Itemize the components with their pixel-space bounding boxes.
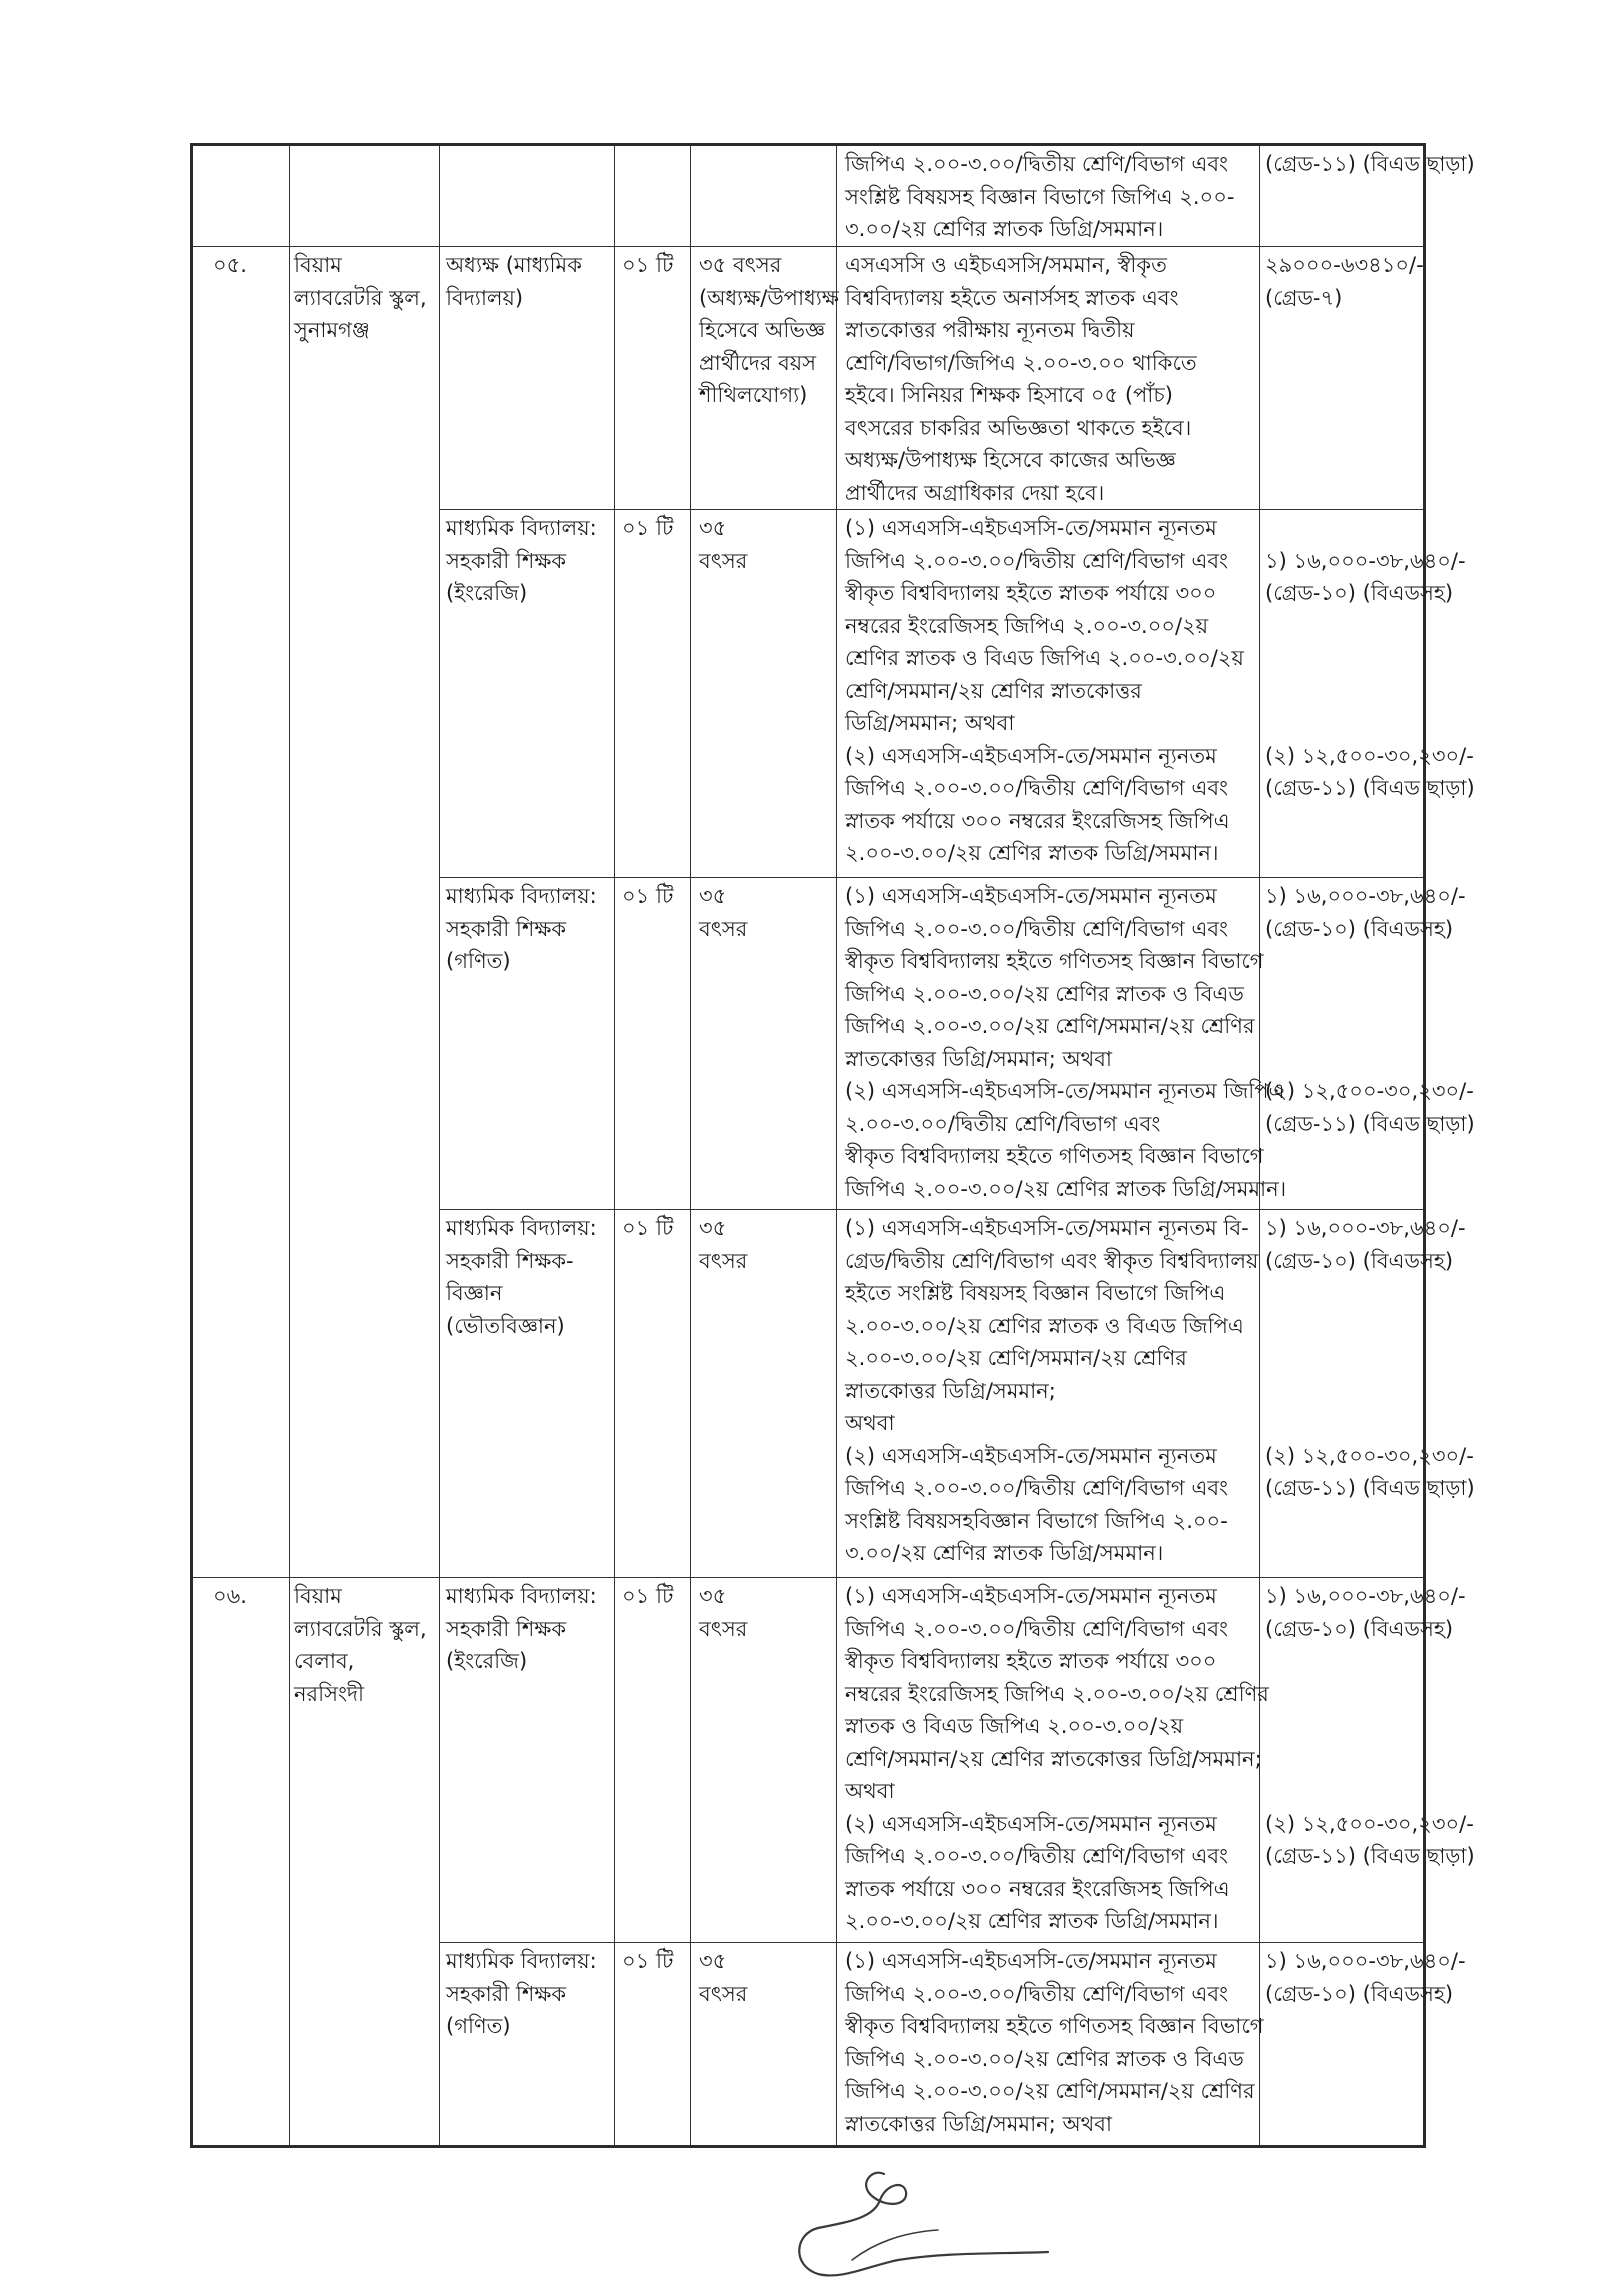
post-name-line: মাধ্যমিক বিদ্যালয়: (446, 516, 597, 540)
qualification-line: অধ্যক্ষ/উপাধ্যক্ষ হিসেবে কাজের অভিজ্ঞ (845, 448, 1176, 472)
age-limit-cell (691, 510, 837, 878)
qualification-line: সংশ্লিষ্ট বিষয়সহবিজ্ঞান বিভাগে জিপিএ ২.০০- (845, 1508, 1228, 1533)
qualification-line: জিপিএ ২.০০-৩.০০/দ্বিতীয় শ্রেণি/বিভাগ এবং (845, 1616, 1229, 1641)
qualification-line: গ্রেড/দ্বিতীয় শ্রেণি/বিভাগ এবং স্বীকৃত বিশ্ববিদ্যালয় (845, 1248, 1259, 1273)
age-limit-line: ৩৫ (699, 1216, 727, 1240)
age-limit-line: বৎসর (699, 1981, 748, 2006)
pay-option (1265, 1212, 1466, 1440)
pay-scale-cell (1260, 1210, 1475, 1578)
pay-line: ১) ১৬,০০০-৩৮,৬৪০/- (1265, 1949, 1466, 1973)
serial-cell (192, 1578, 290, 2147)
qualification-line: শ্রেণি/সমমান/২য় শ্রেণির স্নাতকোত্তর (845, 678, 1142, 703)
qualification-option (845, 512, 1257, 740)
qualification-line: ২.০০-৩.০০/২য় শ্রেণির স্নাতক ডিগ্রি/সমমান। (845, 841, 1219, 865)
vacancy-table-body (192, 145, 1475, 2147)
table-row (192, 145, 1425, 247)
qualification-line: বিশ্ববিদ্যালয় হইতে অনার্সসহ স্নাতক এবং (845, 285, 1179, 310)
institution-line: বেলাব, (294, 1649, 355, 1673)
qualification-line: জিপিএ ২.০০-৩.০০/দ্বিতীয় শ্রেণি/বিভাগ এবং (845, 776, 1229, 800)
pay-option (1265, 880, 1466, 1075)
age-limit-line: ৩৫ (699, 1584, 727, 1608)
institution-line: বিয়াম (294, 253, 342, 277)
pay-option (1265, 1580, 1466, 1808)
post-count: ০১ টি (622, 1584, 674, 1608)
post-count: ০১ টি (622, 516, 674, 540)
qualification-line: শ্রেণি/বিভাগ/জিপিএ ২.০০-৩.০০ থাকিতে (845, 350, 1197, 375)
serial-cell (192, 247, 290, 1578)
post-count: ০১ টি (622, 253, 674, 277)
pay-option (1265, 1945, 1466, 2140)
post-name-cell (440, 247, 615, 510)
qualification-line: স্বীকৃত বিশ্ববিদ্যালয় হইতে গণিতসহ বিজ্ঞান বিভাগে (845, 1144, 1264, 1168)
post-name-cell (440, 1578, 615, 1943)
pay-line: (২) ১২,৫০০-৩০,২৩০/- (1265, 743, 1474, 768)
post-name-line: মাধ্যমিক বিদ্যালয়: (446, 1584, 597, 1608)
qualification-option (845, 148, 1257, 246)
age-limit-cell (691, 145, 837, 247)
pay-line: (গ্রেড-১১) (বিএড ছাড়া) (1265, 1476, 1475, 1500)
age-limit-line: বৎসর (699, 1616, 748, 1641)
pay-line: (গ্রেড-১০) (বিএডসহ) (1265, 1248, 1454, 1273)
qualification-line: জিপিএ ২.০০-৩.০০/দ্বিতীয় শ্রেণি/বিভাগ এবং (845, 1844, 1229, 1868)
age-limit-line: হিসেবে অভিজ্ঞ (699, 318, 826, 342)
age-limit-line: শীথিলযোগ্য) (699, 383, 808, 407)
post-name-line: অধ্যক্ষ (মাধ্যমিক (446, 253, 582, 277)
qualification-line: ২.০০-৩.০০/২য় শ্রেণি/সমমান/২য় শ্রেণির (845, 1346, 1187, 1370)
qualification-line: সংশ্লিষ্ট বিষয়সহ বিজ্ঞান বিভাগে জিপিএ ২.০০- (845, 184, 1235, 209)
post-name-line: (ভৌতবিজ্ঞান) (446, 1313, 565, 1338)
qualification-line: জিপিএ ২.০০-৩.০০/দ্বিতীয় শ্রেণি/বিভাগ এবং (845, 548, 1229, 573)
qualification-line: নম্বরের ইংরেজিসহ জিপিএ ২.০০-৩.০০/২য় শ্রেণির (845, 1681, 1269, 1706)
pay-line: (গ্রেড-১১) (বিএড ছাড়া) (1265, 776, 1475, 800)
serial-number: ০৫. (213, 253, 247, 277)
qualification-cell (837, 145, 1260, 247)
pay-line: (২) ১২,৫০০-৩০,২৩০/- (1265, 1079, 1474, 1103)
qualification-line: হইতে সংশ্লিষ্ট বিষয়সহ বিজ্ঞান বিভাগে জিপিএ (845, 1281, 1226, 1305)
qualification-line: জিপিএ ২.০০-৩.০০/২য় শ্রেণির স্নাতক ও বিএড (845, 2046, 1244, 2071)
qualification-line: ৩.০০/২য় শ্রেণির স্নাতক ডিগ্রি/সমমান। (845, 1541, 1164, 1565)
qualification-line: স্নাতক পর্যায়ে ৩০০ নম্বরের ইংরেজিসহ জিপিএ (845, 1876, 1230, 1901)
post-count: ০১ টি (622, 1216, 674, 1240)
post-name-line: মাধ্যমিক বিদ্যালয়: (446, 1949, 597, 1973)
post-name-line: (ইংরেজি) (446, 581, 528, 605)
qualification-line: ৩.০০/২য় শ্রেণির স্নাতক ডিগ্রি/সমমান। (845, 217, 1164, 241)
age-limit-line: (অধ্যক্ষ/উপাধ্যক্ষ (699, 285, 839, 310)
vacancy-table (190, 143, 1475, 2148)
qualification-cell (837, 1943, 1264, 2147)
post-count-cell (615, 510, 691, 878)
pay-scale-cell (1260, 1578, 1475, 1943)
qualification-line: (২) এসএসসি-এইচএসসি-তে/সমমান ন্যূনতম (845, 1811, 1217, 1836)
qualification-line: ২.০০-৩.০০/২য় শ্রেণির স্নাতক ও বিএড জিপিএ (845, 1313, 1244, 1338)
post-name-line: সহকারী শিক্ষক (446, 1616, 567, 1641)
pay-option (1265, 249, 1424, 509)
post-name-cell (440, 1943, 615, 2147)
age-limit-line: ৩৫ (699, 1949, 727, 1973)
post-count-cell (615, 1943, 691, 2147)
pay-scale-cell (1260, 1943, 1466, 2147)
age-limit-cell (691, 1578, 837, 1943)
pay-option (1265, 1808, 1475, 1938)
qualification-line: নম্বরের ইংরেজিসহ জিপিএ ২.০০-৩.০০/২য় (845, 613, 1209, 638)
qualification-line: স্নাতকোত্তর ডিগ্রি/সমমান; অথবা (845, 2111, 1113, 2136)
qualification-line: ডিগ্রি/সমমান; অথবা (845, 711, 1015, 735)
post-count-cell (615, 247, 691, 510)
institution-line: নরসিংদী (294, 1681, 365, 1706)
age-limit-cell (691, 878, 837, 1210)
qualification-line: স্বীকৃত বিশ্ববিদ্যালয় হইতে গণিতসহ বিজ্ঞান বিভাগে (845, 2014, 1264, 2038)
qualification-line: স্বীকৃত বিশ্ববিদ্যালয় হইতে স্নাতক পর্যায়ে ৩০০ (845, 1649, 1217, 1673)
post-count: ০১ টি (622, 1949, 674, 1973)
institution-cell (290, 145, 440, 247)
qualification-cell (837, 1578, 1269, 1943)
qualification-line: জিপিএ ২.০০-৩.০০/২য় শ্রেণি/সমমান/২য় শ্রেণির (845, 1014, 1255, 1038)
qualification-line: জিপিএ ২.০০-৩.০০/২য় শ্রেণির স্নাতক ডিগ্রি/সমমান। (845, 1176, 1287, 1201)
qualification-line: (২) এসএসসি-এইচএসসি-তে/সমমান ন্যূনতম (845, 743, 1217, 768)
qualification-line: স্বীকৃত বিশ্ববিদ্যালয় হইতে গণিতসহ বিজ্ঞান বিভাগে (845, 949, 1264, 973)
post-count-cell (615, 145, 691, 247)
qualification-cell (837, 1210, 1260, 1578)
age-limit-line: ৩৫ বৎসর (699, 253, 782, 277)
pay-line: (২) ১২,৫০০-৩০,২৩০/- (1265, 1811, 1474, 1836)
post-name-cell (440, 145, 615, 247)
qualification-cell (837, 247, 1260, 510)
pay-scale-cell (1260, 247, 1425, 510)
qualification-line: (১) এসএসসি-এইচএসসি-তে/সমমান ন্যূনতম (845, 884, 1217, 908)
pay-line: (গ্রেড-১০) (বিএডসহ) (1265, 581, 1454, 605)
post-count-cell (615, 878, 691, 1210)
pay-line: ১) ১৬,০০০-৩৮,৬৪০/- (1265, 1584, 1466, 1608)
age-limit-line: বৎসর (699, 916, 748, 941)
qualification-line: প্রার্থীদের অগ্রাধিকার দেয়া হবে। (845, 480, 1105, 505)
qualification-line: স্নাতক ও বিএড জিপিএ ২.০০-৩.০০/২য় (845, 1714, 1184, 1738)
qualification-line: জিপিএ ২.০০-৩.০০/দ্বিতীয় শ্রেণি/বিভাগ এবং (845, 1981, 1229, 2006)
qualification-line: ২.০০-৩.০০/২য় শ্রেণির স্নাতক ডিগ্রি/সমমান। (845, 1909, 1219, 1933)
pay-scale-cell (1260, 878, 1475, 1210)
qualification-option (845, 1808, 1257, 1938)
post-name-cell (440, 510, 615, 878)
pay-line: (গ্রেড-১০) (বিএডসহ) (1265, 1981, 1454, 2006)
qualification-line: স্বীকৃত বিশ্ববিদ্যালয় হইতে স্নাতক পর্যায়ে ৩০০ (845, 581, 1217, 605)
institution-line: বিয়াম (294, 1584, 342, 1608)
qualification-line: স্নাতক পর্যায়ে ৩০০ নম্বরের ইংরেজিসহ জিপিএ (845, 808, 1230, 833)
institution-line: সুনামগঞ্জ (294, 318, 370, 342)
qualification-line: (২) এসএসসি-এইচএসসি-তে/সমমান ন্যূনতম (845, 1443, 1217, 1468)
post-name-line: সহকারী শিক্ষক (446, 1981, 567, 2006)
qualification-line: শ্রেণির স্নাতক ও বিএড জিপিএ ২.০০-৩.০০/২য় (845, 646, 1244, 670)
qualification-line: স্নাতকোত্তর পরীক্ষায় ন্যূনতম দ্বিতীয় (845, 318, 1135, 342)
age-limit-cell (691, 1210, 837, 1578)
pay-line: ১) ১৬,০০০-৩৮,৬৪০/- (1265, 1216, 1466, 1240)
pay-scale-cell (1260, 145, 1475, 247)
post-name-cell (440, 878, 615, 1210)
age-limit-line: ৩৫ (699, 884, 727, 908)
qualification-line: জিপিএ ২.০০-৩.০০/দ্বিতীয় শ্রেণি/বিভাগ এবং (845, 916, 1229, 941)
post-name-line: মাধ্যমিক বিদ্যালয়: (446, 1216, 597, 1240)
pay-line: ২৯০০০-৬৩৪১০/- (1265, 253, 1424, 277)
qualification-line: (১) এসএসসি-এইচএসসি-তে/সমমান ন্যূনতম বি- (845, 1216, 1249, 1240)
post-name-line: (গণিত) (446, 2014, 511, 2038)
qualification-line: (১) এসএসসি-এইচএসসি-তে/সমমান ন্যূনতম (845, 516, 1217, 540)
table-row (192, 1578, 1425, 1943)
pay-option (1265, 1075, 1475, 1205)
post-name-line: (ইংরেজি) (446, 1649, 528, 1673)
post-name-line: বিদ্যালয়) (446, 285, 524, 310)
qualification-line: স্নাতকোত্তর ডিগ্রি/সমমান; অথবা (845, 1046, 1113, 1071)
qualification-option (845, 880, 1264, 1075)
qualification-option (845, 1075, 1287, 1205)
pay-option (1265, 1440, 1475, 1570)
qualification-line: শ্রেণি/সমমান/২য় শ্রেণির স্নাতকোত্তর ডিগ্রি/সমমান; (845, 1746, 1262, 1771)
qualification-line: জিপিএ ২.০০-৩.০০/২য় শ্রেণির স্নাতক ও বিএড (845, 981, 1244, 1006)
qualification-line: (২) এসএসসি-এইচএসসি-তে/সমমান ন্যূনতম জিপিএ (845, 1079, 1285, 1103)
qualification-cell (837, 510, 1260, 878)
table-row (192, 247, 1425, 510)
pay-line: (গ্রেড-৭) (1265, 285, 1343, 310)
post-name-line: বিজ্ঞান (446, 1281, 503, 1305)
pay-line: (গ্রেড-১০) (বিএডসহ) (1265, 1616, 1454, 1641)
pay-line: (গ্রেড-১০) (বিএডসহ) (1265, 916, 1454, 941)
age-limit-cell (691, 247, 837, 510)
pay-line: (২) ১২,৫০০-৩০,২৩০/- (1265, 1443, 1474, 1468)
institution-cell (290, 1578, 440, 2147)
post-name-line: সহকারী শিক্ষক (446, 548, 567, 573)
pay-line: (গ্রেড-১১) (বিএড ছাড়া) (1265, 152, 1475, 176)
pay-line: ১) ১৬,০০০-৩৮,৬৪০/- (1265, 548, 1466, 573)
pay-scale-cell (1260, 510, 1475, 878)
post-count-cell (615, 1210, 691, 1578)
post-name-line: সহকারী শিক্ষক- (446, 1248, 574, 1273)
qualification-line: বৎসরের চাকরির অভিজ্ঞতা থাকতে হইবে। (845, 415, 1192, 440)
institution-cell (290, 247, 440, 1578)
pay-option (1265, 512, 1466, 740)
qualification-line: জিপিএ ২.০০-৩.০০/দ্বিতীয় শ্রেণি/বিভাগ এবং (845, 152, 1229, 176)
post-name-cell (440, 1210, 615, 1578)
age-limit-line: বৎসর (699, 548, 748, 573)
qualification-line: স্নাতকোত্তর ডিগ্রি/সমমান; (845, 1378, 1056, 1403)
pay-option (1265, 740, 1475, 870)
qualification-option (845, 1212, 1257, 1440)
institution-line: ল্যাবরেটরি স্কুল, (294, 285, 427, 310)
qualification-cell (837, 878, 1287, 1210)
age-limit-line: বৎসর (699, 1248, 748, 1273)
qualification-option (845, 1580, 1269, 1808)
pay-line: (গ্রেড-১১) (বিএড ছাড়া) (1265, 1844, 1475, 1868)
pay-line: ১) ১৬,০০০-৩৮,৬৪০/- (1265, 884, 1466, 908)
qualification-line: (১) এসএসসি-এইচএসসি-তে/সমমান ন্যূনতম (845, 1584, 1217, 1608)
qualification-line: জিপিএ ২.০০-৩.০০/দ্বিতীয় শ্রেণি/বিভাগ এবং (845, 1476, 1229, 1500)
post-name-line: সহকারী শিক্ষক (446, 916, 567, 941)
pay-option (1265, 148, 1475, 246)
serial-cell (192, 145, 290, 247)
post-name-line: (গণিত) (446, 949, 511, 973)
institution-line: ল্যাবরেটরি স্কুল, (294, 1616, 427, 1641)
qualification-line: (১) এসএসসি-এইচএসসি-তে/সমমান ন্যূনতম (845, 1949, 1217, 1973)
qualification-line: অথবা (845, 1779, 895, 1803)
age-limit-line: ৩৫ (699, 516, 727, 540)
qualification-option (845, 1440, 1257, 1570)
qualification-line: জিপিএ ২.০০-৩.০০/২য় শ্রেণি/সমমান/২য় শ্রেণির (845, 2079, 1255, 2103)
qualification-line: এসএসসি ও এইচএসসি/সমমান, স্বীকৃত (845, 253, 1167, 277)
serial-number: ০৬. (213, 1584, 247, 1608)
age-limit-cell (691, 1943, 837, 2147)
qualification-option (845, 740, 1257, 870)
post-count: ০১ টি (622, 884, 674, 908)
signature (788, 2170, 1050, 2282)
post-count-cell (615, 1578, 691, 1943)
post-name-line: মাধ্যমিক বিদ্যালয়: (446, 884, 597, 908)
pay-line: (গ্রেড-১১) (বিএড ছাড়া) (1265, 1111, 1475, 1136)
qualification-option (845, 249, 1257, 509)
qualification-line: হইবে। সিনিয়র শিক্ষক হিসাবে ০৫ (পাঁচ) (845, 383, 1173, 407)
qualification-option (845, 1945, 1264, 2140)
age-limit-line: প্রার্থীদের বয়স (699, 350, 817, 375)
qualification-line: অথবা (845, 1411, 895, 1435)
qualification-line: ২.০০-৩.০০/দ্বিতীয় শ্রেণি/বিভাগ এবং (845, 1111, 1161, 1136)
